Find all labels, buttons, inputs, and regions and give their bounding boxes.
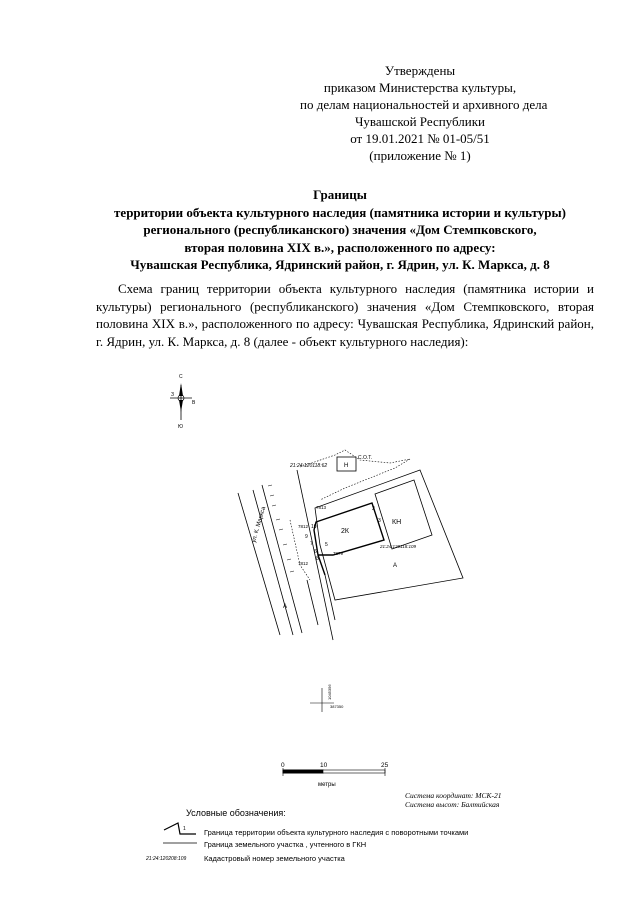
label-a: А: [393, 563, 398, 569]
heritage-boundary: [314, 503, 384, 575]
point-label: 10: [311, 524, 317, 530]
legend-symbol-boundary: [164, 823, 196, 834]
legend-cadastral-sample: 21:24:120208:109: [146, 856, 187, 862]
description-paragraph: Схема границ территории объекта культурного наследия (памятника истории и культуры) регионального (республиканского) значения «Дом Стемпковского, вторая половина XIX в.», расположенного по адресу: Чувашская Республика, Ядринский район, г. Ядрин, ул. К. Маркса, д. 8 (далее - объект культурного наследия):: [96, 281, 594, 349]
small-building-label: Н: [344, 463, 349, 469]
elevation-label: 7812: [298, 561, 309, 566]
label-a: А: [283, 604, 288, 610]
legend-item: Граница земельного участка , учтенного в ГКН: [204, 840, 367, 849]
scale-unit-label: метры: [318, 782, 336, 788]
coord-system: Система координат: МСК-21: [405, 791, 502, 800]
approval-line: приказом Министерства культуры,: [323, 80, 517, 95]
scale-tick-label: 0: [281, 762, 285, 769]
elevation-label: 7879: [333, 551, 344, 556]
cadastral-top-label: 21:24:120118:62: [290, 463, 328, 469]
compass-icon: [170, 374, 196, 430]
point-label: 5: [325, 542, 328, 548]
building-2k-label: 2К: [341, 528, 349, 535]
compass-west-label: З: [171, 392, 175, 398]
building-kn-label: КН: [392, 519, 402, 526]
approval-line: по делам национальностей и архивного дела: [300, 97, 548, 112]
elevation-label: 7813: [316, 505, 327, 510]
approval-line: Утверждены: [384, 63, 456, 78]
cadastral-right-label: 21:24:120118:109: [380, 544, 416, 549]
point-label: 8: [316, 556, 319, 562]
legend-item: Граница территории объекта культурного наследия с поворотными точками: [204, 828, 469, 837]
title-line: регионального (республиканского) значения «Дом Стемпковского,: [143, 222, 537, 237]
cross-x-label: 387350: [330, 704, 344, 709]
compass-south-label: Ю: [178, 424, 184, 430]
scale-tick-label: 10: [320, 762, 328, 769]
height-system: Система высот: Балтийская: [405, 800, 500, 809]
street-label: ул. К. Маркса: [251, 506, 268, 544]
point-label: 7: [310, 541, 313, 547]
elevation-label: 7812: [298, 524, 309, 529]
parcel-kn: [315, 470, 463, 600]
title-line: Границы: [313, 187, 367, 202]
legend-item: Кадастровый номер земельного участка: [204, 854, 345, 863]
approval-line: от 19.01.2021 № 01-05/51: [350, 131, 490, 146]
approval-line: (приложение № 1): [369, 148, 471, 163]
small-s-label: С.О.Т.: [358, 455, 373, 461]
cross-y-label: 1045356: [327, 684, 332, 700]
compass-north-label: С: [179, 374, 183, 380]
point-label: 2: [372, 506, 375, 512]
scale-bar: [283, 768, 385, 776]
point-label: 6: [314, 549, 317, 555]
legend-symbol-label: 1: [183, 826, 186, 832]
point-label: 3: [378, 518, 381, 524]
legend-title: Условные обозначения:: [186, 808, 286, 818]
scale-tick-label: 25: [381, 762, 389, 769]
title-line: вторая половина XIX в.», расположенного по адресу:: [184, 239, 496, 255]
title-line: Чувашская Республика, Ядринский район, г. Ядрин, ул. К. Маркса, д. 8: [130, 257, 550, 272]
title-line: территории объекта культурного наследия (памятника истории и культуры): [114, 204, 566, 220]
compass-east-label: В: [192, 400, 196, 406]
approval-line: Чувашской Республики: [354, 114, 486, 129]
point-label: 9: [305, 534, 308, 540]
